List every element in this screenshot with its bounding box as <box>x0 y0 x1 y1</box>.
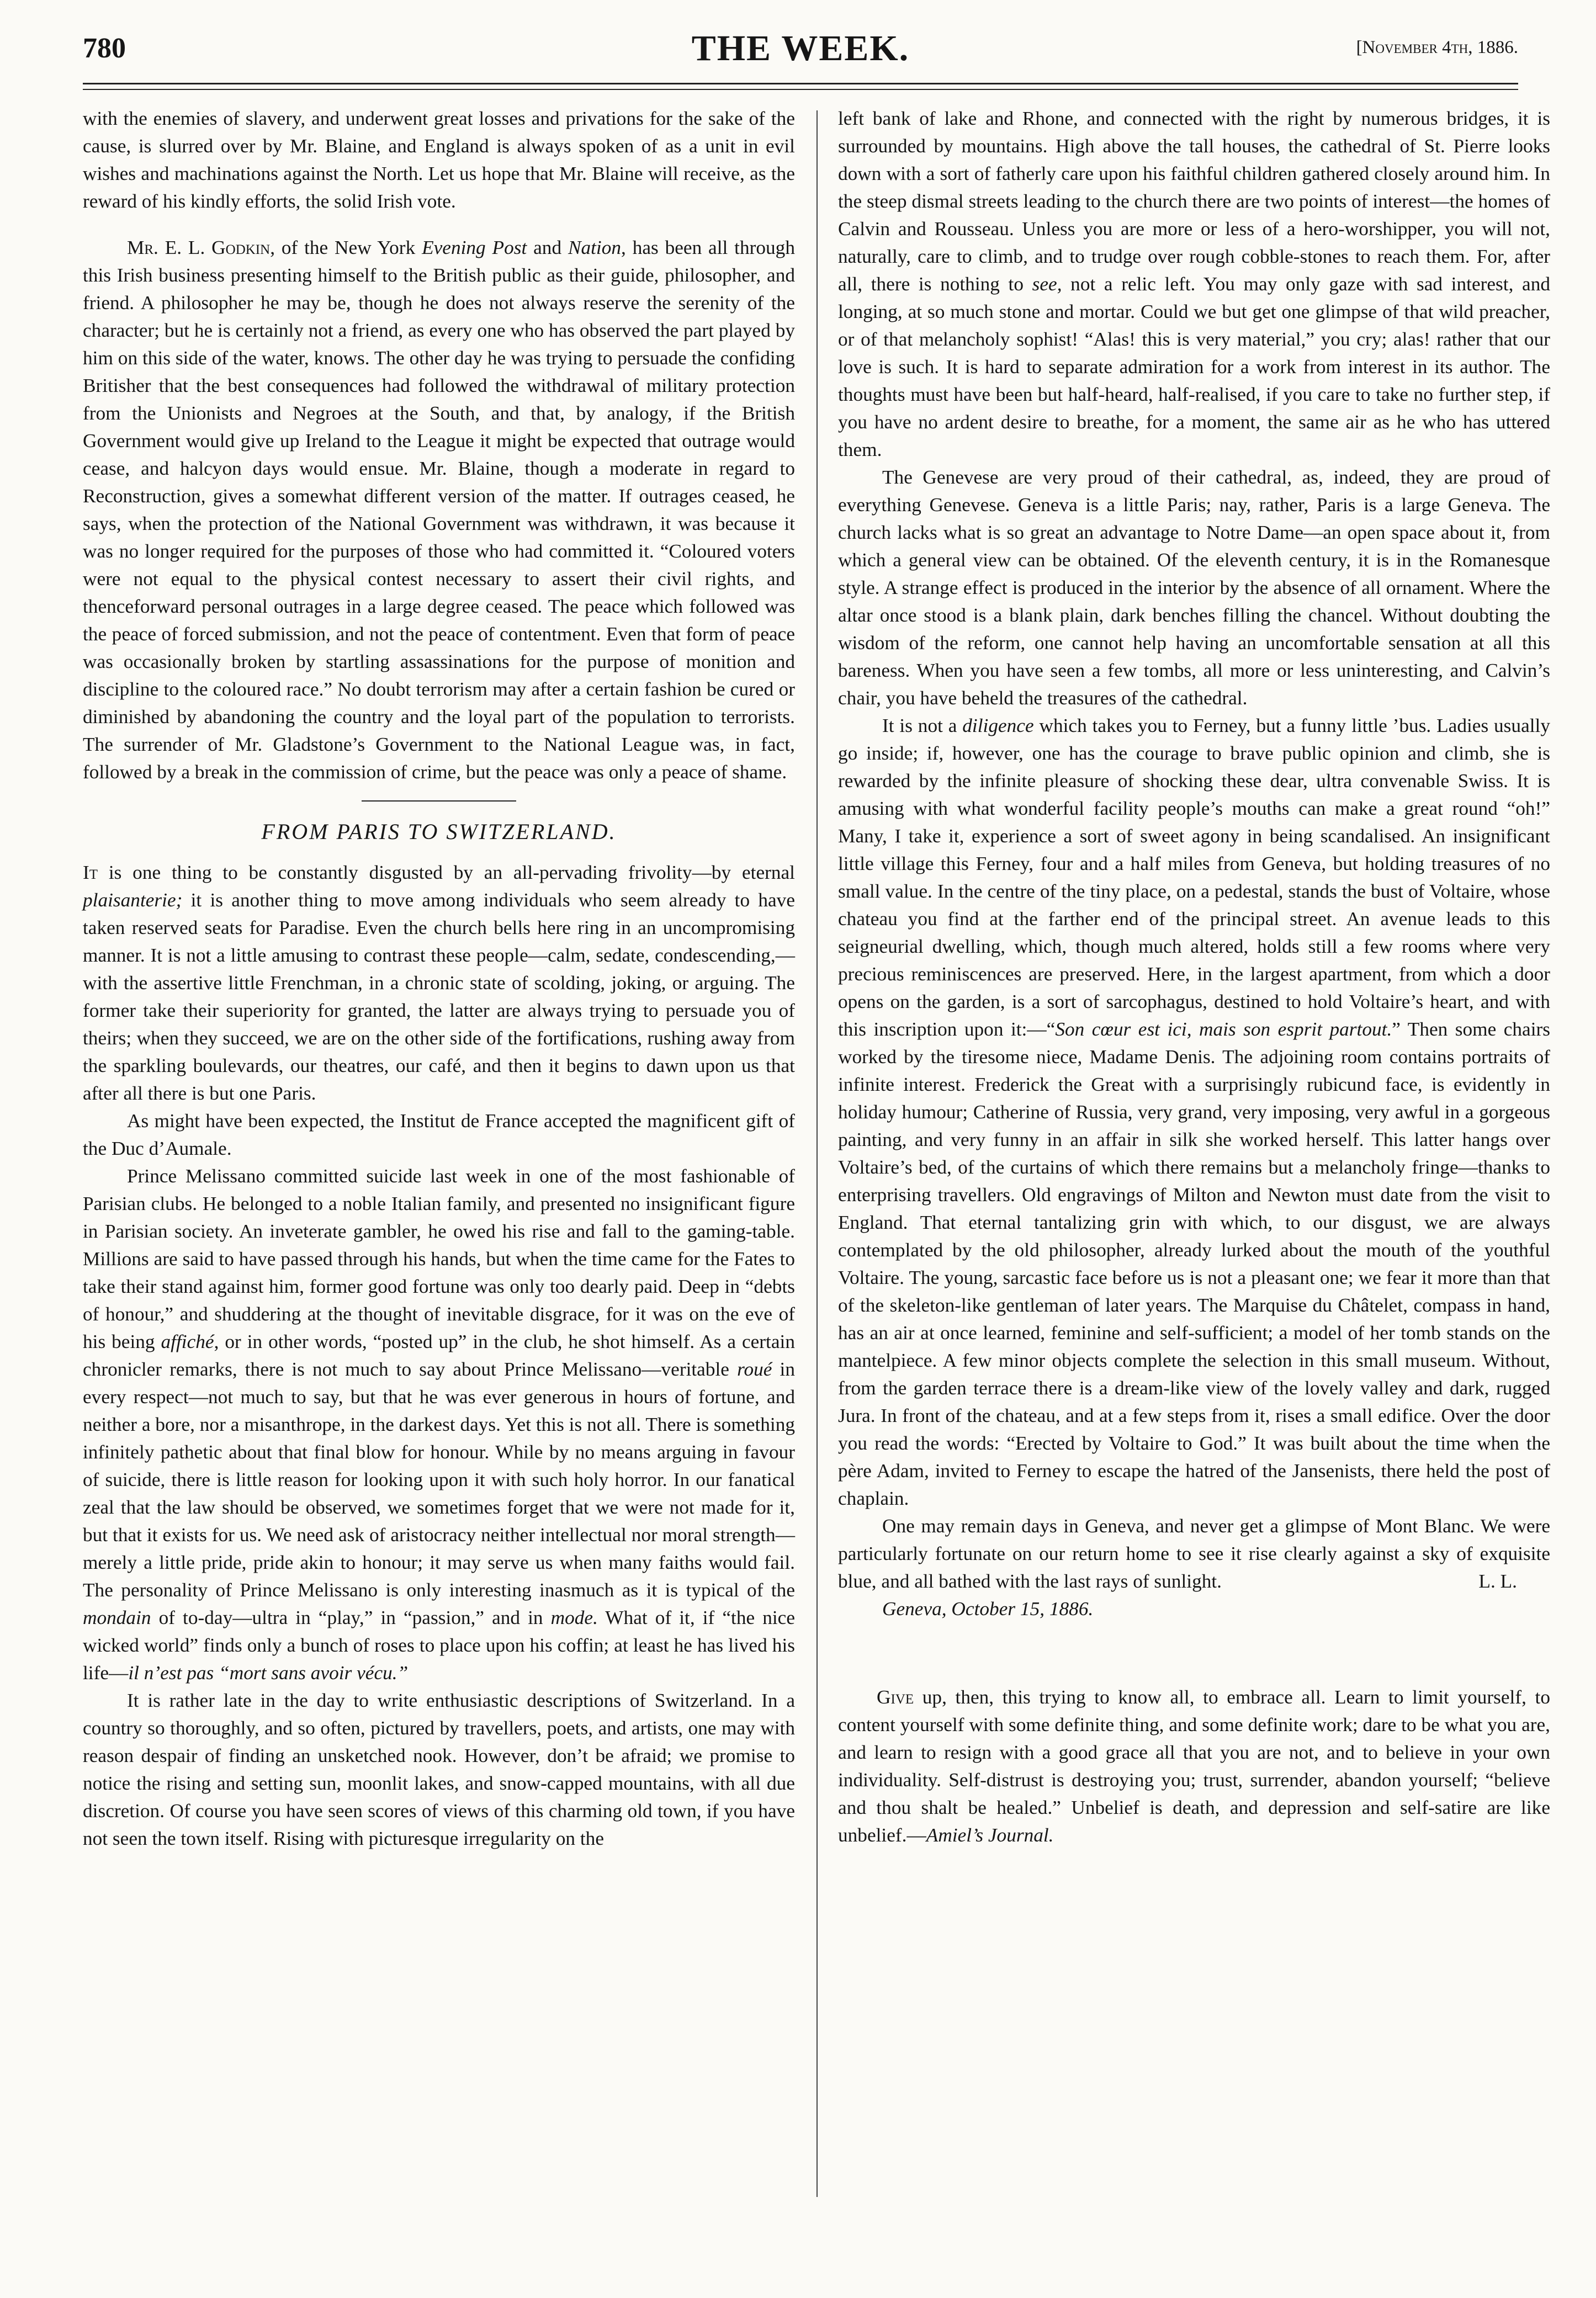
column-divider <box>816 110 818 2197</box>
section-rule <box>362 800 516 802</box>
institut-paragraph: As might have been expected, the Institut de France accepted the magnificent gift of the Duc d’Aumale. <box>83 1110 795 1159</box>
paris-intro-paragraph: It is one thing to be constantly disgusted by an all-pervading frivolity—by eternal plaisanterie; it is another thing to move among individuals who seem already to have taken reserved seats for Paradise. Even the church bells here ring in an uncompromising manner. It is not a little amusing to contrast these people—calm, sedate, condescending,—with the assertive little Frenchman, in a chronic state of scolding, joking, or arguing. The former take their superiority for granted, the latter are always trying to persuade you of theirs; when they succeed, we are on the other side of the fortifications, rushing away from the sparkling boulevards, our theatres, our café, and then it begins to dawn upon us that after all there is but one Paris. <box>83 862 795 1104</box>
ferney-paragraph: It is not a diligence which takes you to Ferney, but a funny little ’bus. Ladies usually go inside; if, however, one has the courage to brave public opinion and climb, she is rewarded by the infinite pleasure of shocking these dear, ultra convenable Swiss. It is amusing with what wonderful facility people’s mouths can make a great round “oh!” Many, I take it, experience a sort of sweet agony in being scandalised. An insignificant little village this Ferney, four and a half miles from Geneva, but holding treasures of no small value. In the centre of the tiny place, on a pedestal, stands the bust of Voltaire, whose chateau you find at the farther end of the principal street. An avenue leads to this seigneurial dwelling, which, though much altered, holds still a few rooms where very precious reminiscences are preserved. Here, in the largest apartment, from which a door opens on the garden, is a sort of sarcophagus, destined to hold Voltaire’s heart, and with this inscription upon it:—“Son cœur est ici, mais son esprit partout.” Then some chairs worked by the tiresome niece, Madame Denis. The adjoining room contains portraits of infinite interest. Frederick the Great with a surprisingly rubicund face, is evidently in holiday humour; Catherine of Russia, very grand, very imposing, very awful in a gorgeous painting, and very funny in an affair in silk she worked herself. This latter hangs over Voltaire’s bed, of the curtains of which there remains but a melancholy fringe—thanks to enterprising travellers. Old engravings of Milton and Newton must date from the visit to England. That eternal tantalizing grin with which, to our disgust, we are always contemplated by the old philosopher, already lurked about the mouth of the youthful Voltaire. The young, sarcastic face before us is not a pleasant one; we fear it more than that of the skeleton-like gentleman of later years. The Marquise du Châtelet, compass in hand, has an air at once learned, feminine and self-sufficient; a model of her tomb stands on the mantelpiece. A few minor objects complete the selection in this small museum. Without, from the garden terrace there is a dream-like view of the lovely valley and dark, rugged Jura. In front of the chateau, and at a few steps from it, rises a small edifice. Over the door you read the words: “Erected by Voltaire to God.” It was built about the time when the père Adam, invited to Ferney to escape the hatred of the Jansenists, there held the post of chaplain. <box>838 715 1550 1509</box>
godkin-lead: Mr. E. L. Godkin <box>127 237 271 258</box>
nation-title: Nation <box>568 237 622 258</box>
blaine-continuation-paragraph: with the enemies of slavery, and underwent great losses and privations for the sake of the cause, is slurred over by Mr. Blaine, and England is always spoken of as a unit in evil wishes and machinations against the North. Let us hope that Mr. Blaine will receive, as the reward of his kindly efforts, the solid Irish vote. <box>83 108 795 212</box>
page-header <box>83 28 1518 69</box>
section-title: FROM PARIS TO SWITZERLAND. <box>261 819 617 844</box>
masthead: THE WEEK. <box>691 28 910 68</box>
godkin-paragraph: Mr. E. L. Godkin, of the New York Evening Post and Nation, has been all through this Irish business presenting himself to the British public as their guide, philosopher, and friend. A philosopher he may be, though he does not always reserve the serenity of the character; but he is certainly not a friend, as every one who has observed the part played by him on this side of the water, knows. The other day he was trying to persuade the confiding Britisher that the best consequences had followed the withdrawal of military protection from the Unionists and Negroes at the South, and that, by analogy, if the British Government would give up Ireland to the League it might be expected that outrage would cease, and halcyon days would ensue. Mr. Blaine, though a moderate in regard to Reconstruction, gives a somewhat different version of the matter. If outrages ceased, he says, when the protection of the National Government was withdrawn, it was because it was no longer required for the purposes of those who had committed it. “Coloured voters were not equal to the physical contest necessary to assert their civil rights, and thenceforward personal outrages in a large degree ceased. The peace which followed was the peace of forced submission, and not the peace of contentment. Even that form of peace was occasionally broken by startling assassinations for the purpose of monition and discipline to the coloured race.” No doubt terrorism may after a certain fashion be cured or diminished by abandoning the country and the loyal part of the population to terrorists. The surrender of Mr. Gladstone’s Government to the National League was, in fact, followed by a break in the commission of crime, but the peace was only a peace of shame. <box>83 237 795 783</box>
right-column <box>838 105 1550 1849</box>
article-dateline: Geneva, October 15, 1886. <box>882 1598 1094 1620</box>
author-signature: L. L. <box>1478 1570 1517 1592</box>
amiel-lead: Give <box>877 1686 914 1708</box>
mont-blanc-paragraph: One may remain days in Geneva, and never get a glimpse of Mont Blanc. We were particularly fortunate on our return home to see it rise clearly against a sky of exquisite blue, and all bathed with the last rays of sunlight. L. L. <box>838 1512 1550 1595</box>
cathedral-paragraph: The Genevese are very proud of their cathedral, as, indeed, they are proud of everything Genevese. Geneva is a little Paris; nay, rather, Paris is a large Geneva. The church lacks what is so great an advantage to Notre Dame—an open space about it, from which a general view can be obtained. Of the eleventh century, it is in the Romanesque style. A strange effect is produced in the interior by the absence of all ornament. Where the altar once stood is a blank plain, dark benches filling the chancel. Without doubting the wisdom of the reform, one cannot help having an uncomfortable sensation at all this bareness. When you have seen a few tombs, all more or less uninteresting, and Calvin’s chair, you have beheld the treasures of the cathedral. <box>838 466 1550 709</box>
amiel-source: Amiel’s Journal. <box>926 1824 1054 1846</box>
page-number: 780 <box>83 33 126 64</box>
melissano-paragraph: Prince Melissano committed suicide last week in one of the most fashionable of Parisian clubs. He belonged to a noble Italian family, and presented no insignificant figure in Parisian society. An inveterate gambler, he owed his rise and fall to the gaming-table. Millions are said to have passed through his hands, but when the time came for the Fates to take their stand against him, former good fortune was only too dearly paid. Deep in “debts of honour,” and shuddering at the thought of inevitable disgrace, for it was on the eve of his being affiché, or in other words, “posted up” in the club, he shot himself. As a certain chronicler remarks, there is not much to say about Prince Melissano—veritable roué in every respect—not much to say, but that he was ever generous in hours of fortune, and neither a bore, nor a misanthrope, in the darkest days. Yet this is not all. There is something infinitely pathetic about that final blow for honour. While by no means arguing in favour of suicide, there is little reason for looking upon it with such holy horror. In our fanatical zeal that the law should be observed, we sometimes forget that we were not made for it, but that it exists for us. We need ask of aristocracy neither intellectual nor moral strength—merely a little pride, pride akin to honour; it may serve us when many faiths would fail. The personality of Prince Melissano is only interesting inasmuch as it is typical of the mondain of to-day—ultra in “play,” in “passion,” and in mode. What of it, if “the nice wicked world” finds only a bunch of roses to place upon his coffin; at least he has lived his life—il n’est pas “mort sans avoir vécu.” <box>83 1165 795 1684</box>
geneva-paragraph: left bank of lake and Rhone, and connected with the right by numerous bridges, it is surrounded by mountains. High above the tall houses, the cathedral of St. Pierre looks down with a sort of fatherly care upon his faithful children gathered closely around him. In the steep dismal streets leading to the church there are two points of interest—the homes of Calvin and Rousseau. Unless you are more or less of a hero-worshipper, you will not, naturally, care to climb, and to trudge over rough cobble-stones to reach them. For, after all, there is nothing to see, not a relic left. You may only gaze with sad interest, and longing, at so much stone and mortar. Could we but get one glimpse of that wild preacher, or of that melancholy sophist! “Alas! this is very material,” you cry; alas! rather that our love is such. It is hard to separate admiration for a work from interest in its author. The thoughts must have been but half-heard, half-realised, if you care to take no further step, if you have no ardent desire to breathe, for a moment, the same air as he who has uttered them. <box>838 108 1550 460</box>
paris-lead: It <box>83 862 98 883</box>
issue-date: [November 4th, 1886. <box>1356 38 1518 57</box>
switzerland-paragraph: It is rather late in the day to write enthusiastic descriptions of Switzerland. In a country so thoroughly, and so often, pictured by travellers, poets, and artists, one may with reason despair of finding an unsketched nook. However, don’t be afraid; we promise to notice the rising and setting sun, moonlit lakes, and snow-capped mountains, with all due discretion. Of course you have seen scores of views of this charming old town, if you have not seen the town itself. Rising with picturesque irregularity on the <box>83 1690 795 1849</box>
amiel-quote-paragraph: Give up, then, this trying to know all, to embrace all. Learn to limit yourself, to content yourself with some definite thing, and some definite work; dare to be what you are, and learn to resign with a good grace all that you are not, and to believe in your own individuality. Self-distrust is destroying you; trust, surrender, abandon yourself; “believe and thou shalt be healed.” Unbelief is death, and depression and self-satire are like unbelief.—Amiel’s Journal. <box>838 1686 1550 1846</box>
left-column <box>83 105 795 1853</box>
evening-post-title: Evening Post <box>422 237 527 258</box>
header-rule <box>83 83 1518 90</box>
